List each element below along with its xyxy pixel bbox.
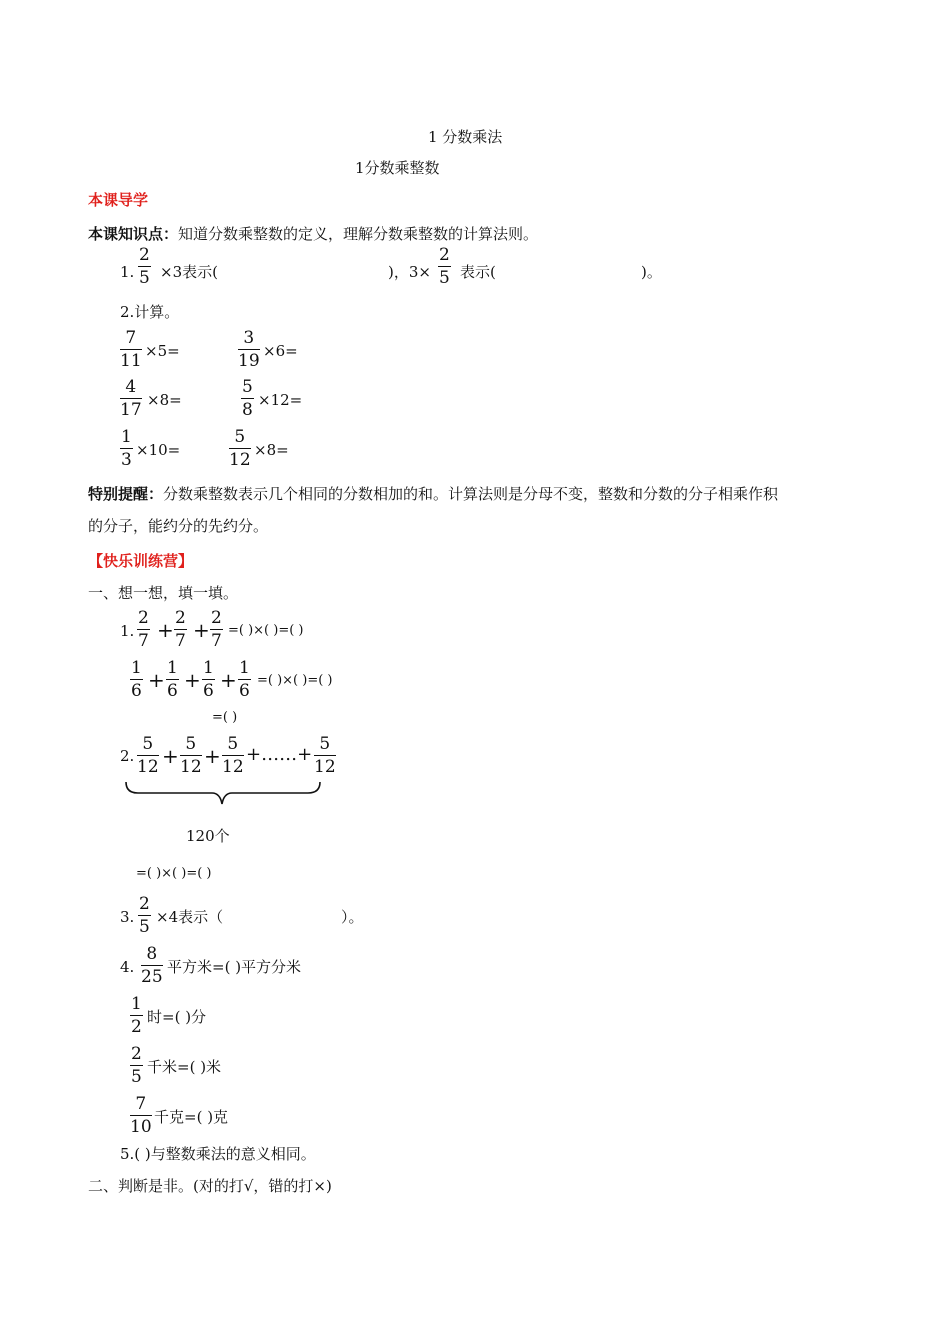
numerator: 7 (135, 1094, 147, 1114)
s1-q1b-fraction (130, 657, 143, 702)
denominator: 5 (439, 268, 450, 288)
s1-q4-prefix: 4. (120, 958, 135, 976)
q2-label: 2.计算。 (120, 303, 180, 321)
numerator: 1 (131, 994, 142, 1014)
numerator: 5 (319, 734, 331, 754)
numerator: 2 (138, 608, 149, 628)
plus-sign: + (204, 744, 221, 768)
denominator: 10 (130, 1117, 152, 1137)
s1-q2-fraction (180, 733, 202, 778)
s1-q1-answer: =( )×( )=( ) (228, 623, 304, 638)
numerator: 8 (146, 944, 158, 964)
denominator: 11 (120, 351, 142, 371)
s1-q1-fraction (210, 607, 223, 652)
lesson-title: 1分数乘整数 (355, 159, 440, 177)
tip-label: 特别提醒： (88, 485, 164, 503)
numerator: 2 (175, 608, 186, 628)
guide-heading: 本课导学 (88, 191, 149, 209)
numerator: 5 (185, 734, 197, 754)
conversion-text: 千克=( )克 (154, 1108, 229, 1126)
s1-q2-count: 120个 (186, 827, 230, 845)
s1-q2-answer: =( )×( )=( ) (136, 866, 212, 881)
s1-q1-fraction (174, 607, 187, 652)
plus-sign: + (220, 668, 237, 692)
section-2-title: 二、判断是非。(对的打√，错的打×) (88, 1177, 332, 1195)
s1-q2-prefix: 2. (120, 747, 135, 765)
tip-line-2: 的分子，能约分的先约分。 (88, 517, 269, 535)
numerator: 4 (125, 377, 137, 397)
knowledge-point (88, 224, 538, 244)
denominator: 5 (139, 268, 150, 288)
chapter-title: 1 分数乘法 (428, 128, 503, 146)
denominator: 7 (211, 631, 222, 651)
conversion-fraction (130, 1043, 143, 1088)
plus-sign: + (193, 618, 210, 642)
q1-text-a: ×3表示( (160, 263, 218, 281)
conversion-fraction (130, 993, 143, 1038)
knowledge-label: 本课知识点： (88, 225, 179, 243)
denominator: 7 (175, 631, 186, 651)
tip-text: 分数乘整数表示几个相同的分数相加的和。计算法则是分母不变，整数和分数的分子相乘作积 (163, 485, 779, 503)
tip-line-1 (88, 484, 778, 504)
numerator: 2 (439, 245, 450, 265)
conversion-text: 千米=( )米 (147, 1058, 222, 1076)
camp-heading: 【快乐训练营】 (88, 552, 194, 570)
q1-fraction-a (138, 244, 151, 289)
s1-q1b-fraction (166, 657, 179, 702)
numerator: 2 (139, 245, 150, 265)
denominator: 19 (238, 351, 260, 371)
denominator: 7 (138, 631, 149, 651)
numerator: 1 (131, 658, 142, 678)
s1-q3-close: ）。 (341, 908, 364, 926)
s1-q3-prefix: 3. (120, 908, 135, 926)
plus-sign: + (184, 668, 201, 692)
calc-fraction (229, 426, 251, 471)
plus-sign: + (162, 744, 179, 768)
denominator: 6 (167, 681, 178, 701)
denominator: 3 (121, 450, 132, 470)
s1-q2-fraction (222, 733, 244, 778)
calc-fraction (120, 327, 142, 372)
s1-q1b-answer-2: =( ) (212, 710, 238, 725)
denominator: 12 (314, 757, 336, 777)
plus-sign: + (148, 668, 165, 692)
q1-text-b: 表示( (460, 263, 496, 281)
s1-q5: 5.( )与整数乘法的意义相同。 (120, 1145, 316, 1163)
numerator: 1 (121, 427, 132, 447)
denominator: 12 (180, 757, 202, 777)
s1-q3-fraction (138, 893, 151, 938)
numerator: 2 (131, 1044, 142, 1064)
calc-rest: ×5= (145, 342, 180, 360)
s1-q1b-answer: =( )×( )=( ) (257, 673, 333, 688)
numerator: 5 (227, 734, 239, 754)
conversion-text: 时=( )分 (147, 1008, 207, 1026)
s1-q3-text: ×4表示（ (156, 908, 224, 926)
denominator: 6 (131, 681, 142, 701)
calc-fraction (241, 376, 254, 421)
plus-sign: + (157, 618, 174, 642)
s1-q1b-fraction (202, 657, 215, 702)
q1-prefix: 1. (120, 263, 135, 281)
numerator: 1 (203, 658, 214, 678)
calc-rest: ×8= (147, 391, 182, 409)
s1-q1-prefix: 1. (120, 622, 135, 640)
numerator: 1 (167, 658, 178, 678)
knowledge-text: 知道分数乘整数的定义，理解分数乘整数的计算法则。 (178, 225, 539, 243)
s1-q2-fraction (137, 733, 159, 778)
calc-fraction (238, 327, 260, 372)
calc-rest: ×6= (263, 342, 298, 360)
q1-close-b: )。 (641, 263, 662, 281)
denominator: 2 (131, 1017, 142, 1037)
denominator: 12 (222, 757, 244, 777)
numerator: 7 (125, 328, 137, 348)
denominator: 5 (139, 917, 150, 937)
calc-fraction (120, 376, 142, 421)
conversion-fraction (141, 943, 163, 988)
denominator: 25 (141, 967, 163, 987)
numerator: 3 (243, 328, 255, 348)
denominator: 5 (131, 1067, 142, 1087)
section-1-title: 一、想一想，填一填。 (88, 584, 239, 602)
denominator: 6 (239, 681, 250, 701)
numerator: 5 (142, 734, 154, 754)
denominator: 12 (229, 450, 251, 470)
s1-q2-ellipsis: +……+ (246, 744, 313, 765)
calc-fraction (120, 426, 133, 471)
numerator: 2 (139, 894, 150, 914)
calc-rest: ×8= (254, 441, 289, 459)
q1-close-a: )，3× (388, 263, 431, 281)
calc-rest: ×10= (136, 441, 181, 459)
numerator: 1 (239, 658, 250, 678)
conversion-text: 平方米=( )平方分米 (167, 958, 302, 976)
s1-q2-fraction (314, 733, 336, 778)
denominator: 8 (242, 400, 253, 420)
q1-fraction-b (438, 244, 451, 289)
numerator: 5 (234, 427, 246, 447)
numerator: 2 (211, 608, 222, 628)
calc-rest: ×12= (258, 391, 303, 409)
denominator: 17 (120, 400, 142, 420)
denominator: 12 (137, 757, 159, 777)
denominator: 6 (203, 681, 214, 701)
s1-q1-fraction (137, 607, 150, 652)
underbrace-icon (124, 780, 324, 810)
conversion-fraction (130, 1093, 152, 1138)
s1-q1b-fraction (238, 657, 251, 702)
numerator: 5 (242, 377, 253, 397)
